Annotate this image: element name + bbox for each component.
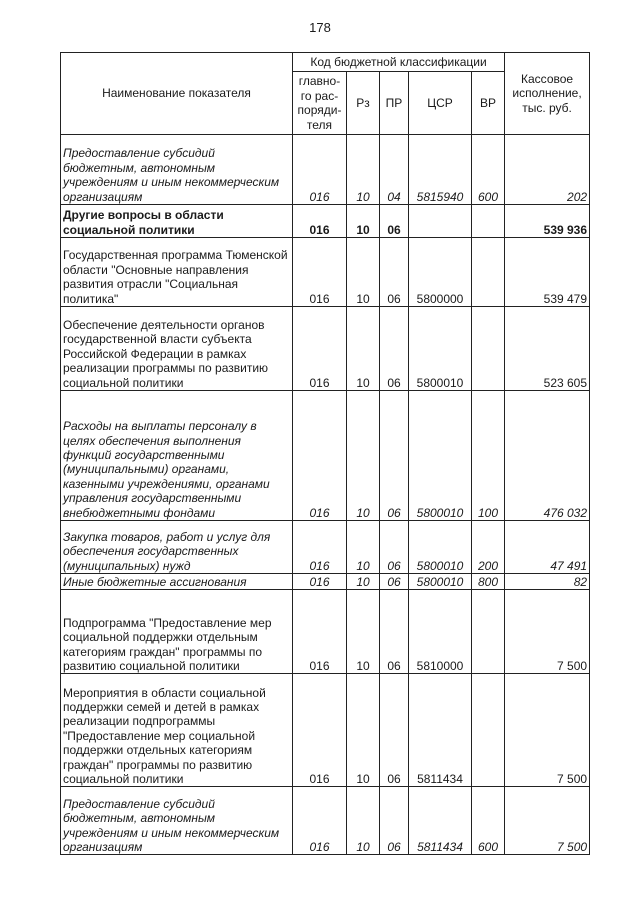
row-name: Другие вопросы в области социальной политики <box>61 205 293 238</box>
row-vr: 100 <box>472 391 505 521</box>
row-vr: 600 <box>472 787 505 855</box>
row-rz: 10 <box>347 391 380 521</box>
row-grbs: 016 <box>293 787 347 855</box>
row-grbs: 016 <box>293 307 347 391</box>
table-row <box>61 238 590 307</box>
row-rz: 10 <box>347 521 380 574</box>
table-row <box>61 205 590 238</box>
row-grbs: 016 <box>293 674 347 787</box>
row-name: Закупка товаров, работ и услуг для обеспечения государственных (муниципальных) нужд <box>61 521 293 574</box>
table-row <box>61 787 590 855</box>
row-vr <box>472 590 505 674</box>
row-name: Предоставление субсидий бюджетным, автономным учреждениям и иным некоммерческим организациям <box>61 787 293 855</box>
row-grbs: 016 <box>293 135 347 205</box>
row-pr: 06 <box>380 521 409 574</box>
row-csr: 5800010 <box>409 521 472 574</box>
row-amount: 7 500 <box>505 787 590 855</box>
row-name: Предоставление субсидий бюджетным, автономным учреждениям и иным некоммерческим организациям <box>61 135 293 205</box>
row-pr: 06 <box>380 787 409 855</box>
row-vr <box>472 307 505 391</box>
table-row <box>61 574 590 590</box>
row-vr: 800 <box>472 574 505 590</box>
row-rz: 10 <box>347 674 380 787</box>
row-vr <box>472 205 505 238</box>
row-amount: 539 479 <box>505 238 590 307</box>
row-amount: 476 032 <box>505 391 590 521</box>
row-csr: 5811434 <box>409 674 472 787</box>
header-vr: ВР <box>472 72 505 135</box>
row-rz: 10 <box>347 590 380 674</box>
row-name: Мероприятия в области социальной поддержки семей и детей в рамках реализации подпрограммы "Предоставление мер социальной поддержки отдельных категориям граждан" программы по развитию социальной политики <box>61 674 293 787</box>
row-pr: 06 <box>380 674 409 787</box>
row-rz: 10 <box>347 205 380 238</box>
row-vr: 200 <box>472 521 505 574</box>
row-grbs: 016 <box>293 521 347 574</box>
row-pr: 06 <box>380 307 409 391</box>
row-csr: 5800010 <box>409 574 472 590</box>
row-amount: 82 <box>505 574 590 590</box>
row-amount: 7 500 <box>505 590 590 674</box>
header-csr: ЦСР <box>409 72 472 135</box>
budget-table <box>60 52 590 855</box>
row-csr: 5815940 <box>409 135 472 205</box>
row-csr <box>409 205 472 238</box>
row-grbs: 016 <box>293 574 347 590</box>
header-code-group: Код бюджетной классификации <box>293 53 505 72</box>
row-vr <box>472 674 505 787</box>
table-row <box>61 674 590 787</box>
row-grbs: 016 <box>293 391 347 521</box>
row-grbs: 016 <box>293 238 347 307</box>
header-amount: Кассовое исполнение, тыс. руб. <box>505 53 590 135</box>
row-rz: 10 <box>347 238 380 307</box>
row-csr: 5811434 <box>409 787 472 855</box>
row-name: Обеспечение деятельности органов государственной власти субъекта Российской Федерации в рамках реализации программы по развитию социальной политики <box>61 307 293 391</box>
row-grbs: 016 <box>293 205 347 238</box>
row-rz: 10 <box>347 307 380 391</box>
row-pr: 06 <box>380 205 409 238</box>
row-vr <box>472 238 505 307</box>
row-csr: 5800000 <box>409 238 472 307</box>
table-row <box>61 135 590 205</box>
header-rz: Рз <box>347 72 380 135</box>
row-rz: 10 <box>347 135 380 205</box>
row-csr: 5800010 <box>409 391 472 521</box>
row-amount: 47 491 <box>505 521 590 574</box>
row-amount: 523 605 <box>505 307 590 391</box>
row-csr: 5810000 <box>409 590 472 674</box>
header-name: Наименование показателя <box>61 53 293 135</box>
row-pr: 06 <box>380 574 409 590</box>
row-amount: 539 936 <box>505 205 590 238</box>
table-row <box>61 307 590 391</box>
table-row <box>61 590 590 674</box>
page-number: 178 <box>309 20 331 35</box>
row-pr: 06 <box>380 238 409 307</box>
row-pr: 06 <box>380 391 409 521</box>
row-rz: 10 <box>347 787 380 855</box>
table-row <box>61 521 590 574</box>
row-pr: 06 <box>380 590 409 674</box>
row-grbs: 016 <box>293 590 347 674</box>
row-rz: 10 <box>347 574 380 590</box>
row-csr: 5800010 <box>409 307 472 391</box>
row-pr: 04 <box>380 135 409 205</box>
row-amount: 202 <box>505 135 590 205</box>
header-grbs: главно-го рас-поряди-теля <box>293 72 347 135</box>
row-name: Подпрограмма "Предоставление мер социальной поддержки отдельным категориям граждан" программы по развитию социальной политики <box>61 590 293 674</box>
row-name: Государственная программа Тюменской области "Основные направления развития отрасли "Социальная политика" <box>61 238 293 307</box>
row-amount: 7 500 <box>505 674 590 787</box>
row-vr: 600 <box>472 135 505 205</box>
header-pr: ПР <box>380 72 409 135</box>
row-name: Расходы на выплаты персоналу в целях обеспечения выполнения функций государственными (муниципальными) органами, казенными учреждениями, органами управления государственными внебюджетными фондами <box>61 391 293 521</box>
table-row <box>61 391 590 521</box>
row-name: Иные бюджетные ассигнования <box>61 574 293 590</box>
